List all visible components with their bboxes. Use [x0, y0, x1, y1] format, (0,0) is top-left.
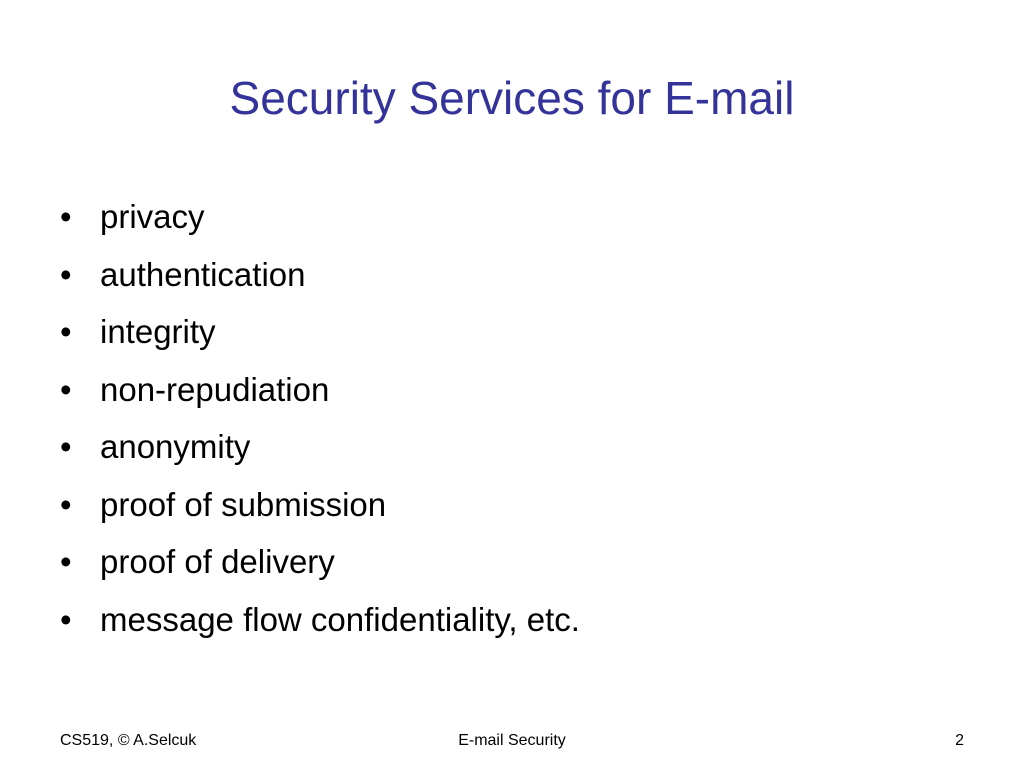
list-item: [60, 601, 580, 659]
list-item: [60, 256, 580, 314]
slide-title: Security Services for E-mail: [229, 72, 795, 124]
bullet-list: [60, 198, 580, 658]
bullet-icon: •: [60, 485, 72, 523]
bullet-icon: •: [60, 198, 72, 235]
list-item: [60, 371, 580, 429]
bullet-icon: •: [60, 543, 72, 580]
bullet-text: authentication: [100, 255, 306, 293]
bullet-text: integrity: [100, 313, 216, 350]
bullet-icon: •: [60, 428, 72, 465]
bullet-text: message flow confidentiality, etc.: [100, 600, 580, 638]
bullet-text: proof of submission: [100, 485, 387, 523]
list-item: [60, 543, 580, 601]
footer-topic: E-mail Security: [458, 732, 566, 749]
page-number: 2: [955, 732, 964, 749]
bullet-text: privacy: [100, 198, 205, 235]
list-item: [60, 428, 580, 486]
footer-author: CS519, © A.Selcuk: [60, 732, 197, 749]
bullet-text: proof of delivery: [100, 543, 335, 580]
bullet-text: anonymity: [100, 428, 251, 465]
list-item: [60, 313, 580, 371]
bullet-icon: •: [60, 370, 72, 408]
bullet-icon: •: [60, 600, 72, 638]
bullet-icon: •: [60, 313, 72, 350]
bullet-text: non-repudiation: [100, 370, 330, 408]
list-item: [60, 486, 580, 544]
list-item: [60, 198, 580, 256]
bullet-icon: •: [60, 255, 72, 293]
